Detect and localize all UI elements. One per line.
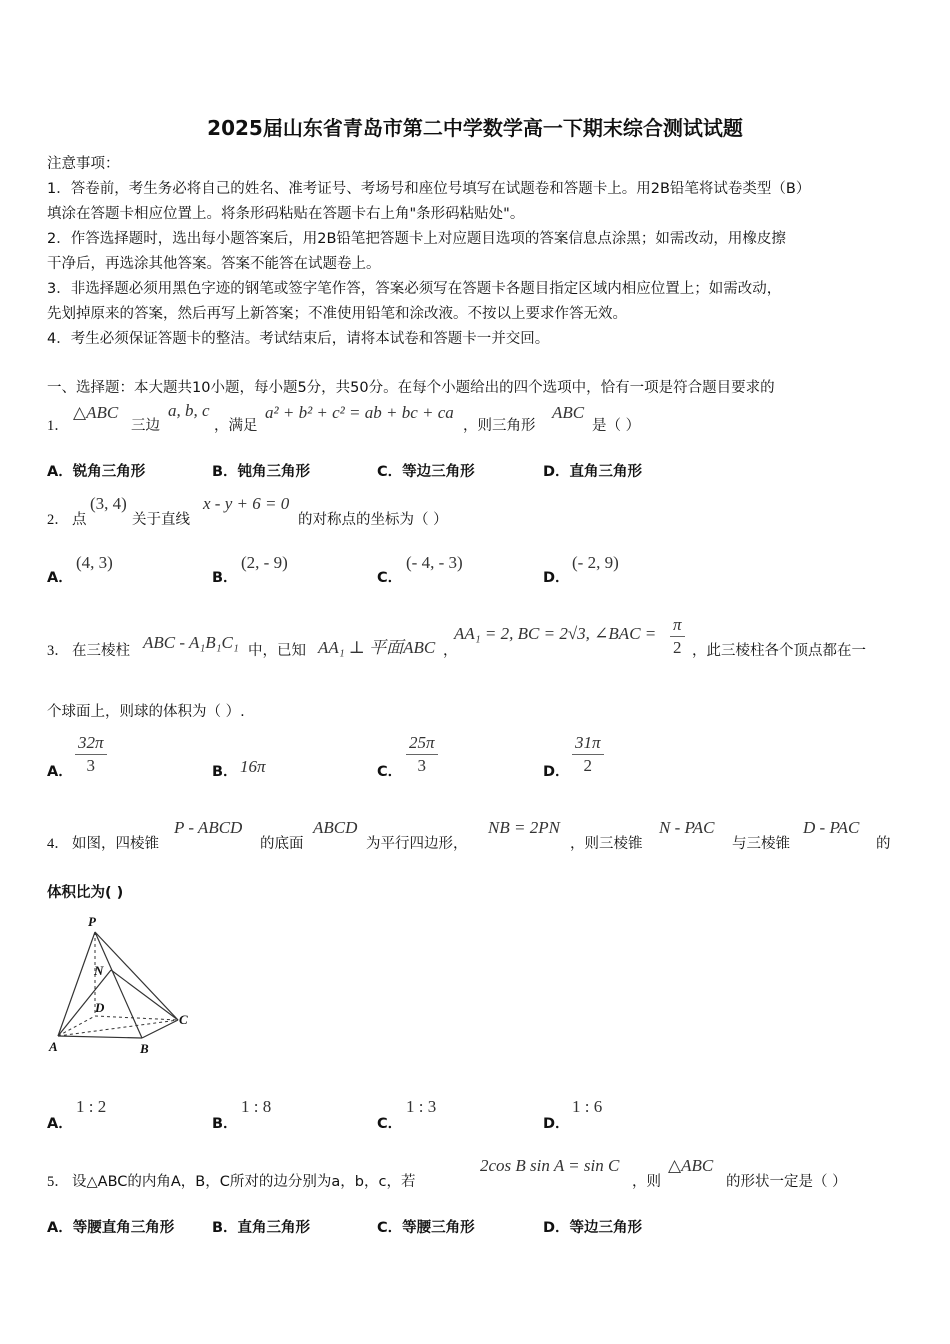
q5-number: 5． bbox=[47, 1174, 69, 1190]
label-d: D bbox=[95, 1000, 105, 1015]
notice-line: 1．答卷前，考生务必将自己的姓名、准考证号、考场号和座位号填写在试题卷和答题卡上。用2B铅笔将试卷类型（B） bbox=[47, 181, 811, 197]
q3-option-b[interactable]: 16π bbox=[240, 757, 266, 776]
q4-math: ABCD bbox=[313, 818, 358, 837]
q3-math: AA₁ = 2, BC = 2√3, ∠BAC = bbox=[454, 624, 657, 643]
q2-text: 的对称点的坐标为（ ） bbox=[298, 512, 448, 528]
edge-pa bbox=[58, 932, 95, 1036]
q1-option-b[interactable]: B．钝角三角形 bbox=[212, 464, 311, 480]
q4-option-d[interactable]: 1 : 6 bbox=[572, 1097, 603, 1116]
q4-math: D - PAC bbox=[803, 818, 860, 837]
label-a: A bbox=[49, 1039, 58, 1054]
q2-math: (3, 4) bbox=[90, 494, 127, 513]
q2-option-d-label[interactable]: D． bbox=[543, 570, 570, 586]
q1-option-d[interactable]: D．直角三角形 bbox=[543, 464, 643, 480]
q4-text: 的 bbox=[876, 836, 891, 852]
q4-math: NB = 2PN bbox=[488, 818, 560, 837]
numerator: 31π bbox=[572, 733, 604, 755]
q5-option-b[interactable]: B．直角三角形 bbox=[212, 1220, 311, 1236]
q2-option-c[interactable]: (- 4, - 3) bbox=[406, 553, 463, 572]
pyramid-figure bbox=[45, 912, 200, 1057]
q3-option-c-label[interactable]: C． bbox=[377, 764, 403, 780]
q1-text: 三边 bbox=[131, 418, 160, 434]
q3-option-d-label[interactable]: D． bbox=[543, 764, 570, 780]
q3-text: ， bbox=[443, 643, 458, 659]
denominator: 2 bbox=[583, 756, 593, 775]
q3-option-a-label[interactable]: A． bbox=[47, 764, 73, 780]
q2-math: x - y + 6 = 0 bbox=[203, 494, 290, 513]
q1-number: 1． bbox=[47, 418, 69, 434]
q5-option-c[interactable]: C．等腰三角形 bbox=[377, 1220, 475, 1236]
q3-option-c[interactable] bbox=[406, 733, 438, 776]
q4-option-b[interactable]: 1 : 8 bbox=[241, 1097, 272, 1116]
q3-fraction bbox=[670, 615, 685, 658]
notice-line: 干净后，再选涂其他答案。答案不能答在试题卷上。 bbox=[47, 256, 381, 272]
q2-option-a[interactable]: (4, 3) bbox=[76, 553, 113, 572]
q1-text: ，满足 bbox=[214, 418, 258, 434]
notice-line: 填涂在答题卡相应位置上。将条形码粘贴在答题卡右上角"条形码粘贴处"。 bbox=[47, 206, 525, 222]
label-b: B bbox=[140, 1041, 149, 1056]
q5-math: △ABC bbox=[668, 1156, 714, 1175]
edge-dc bbox=[95, 1016, 178, 1020]
q1-math: △ABC bbox=[73, 403, 119, 422]
edge-ab bbox=[58, 1036, 142, 1038]
q2-option-a-label[interactable]: A． bbox=[47, 570, 73, 586]
edge-nc bbox=[111, 970, 178, 1020]
q4-number: 4． bbox=[47, 836, 69, 852]
q3-math: AA₁ ⊥ 平面ABC bbox=[318, 638, 436, 657]
q3-number: 3． bbox=[47, 643, 69, 659]
q4-math: N - PAC bbox=[659, 818, 715, 837]
q3-text: 中，已知 bbox=[248, 643, 306, 659]
q5-text: 的形状一定是（ ） bbox=[726, 1174, 847, 1190]
q4-option-a[interactable]: 1 : 2 bbox=[76, 1097, 107, 1116]
q5-text: 设△ABC的内角A，B，C所对的边分别为a，b，c，若 bbox=[72, 1174, 416, 1190]
q1-math: ABC bbox=[552, 403, 585, 422]
q2-option-b[interactable]: (2, - 9) bbox=[241, 553, 288, 572]
notice-line: 4．考生必须保证答题卡的整洁。考试结束后，请将本试卷和答题卡一并交回。 bbox=[47, 331, 550, 347]
q3-text: ，此三棱柱各个顶点都在一 bbox=[692, 643, 866, 659]
q2-option-d[interactable]: (- 2, 9) bbox=[572, 553, 619, 572]
q5-option-a[interactable]: A．等腰直角三角形 bbox=[47, 1220, 175, 1236]
q4-text: 为平行四边形， bbox=[366, 836, 468, 852]
label-p: P bbox=[88, 914, 96, 929]
q3-option-d[interactable] bbox=[572, 733, 604, 776]
q4-text: 的底面 bbox=[260, 836, 304, 852]
q4-text: 体积比为( ) bbox=[47, 885, 124, 901]
notice-line: 3．非选择题必须用黑色字迹的钢笔或签字笔作答，答案必须写在答题卡各题目指定区域内相应位置上；如需改动， bbox=[47, 281, 782, 297]
q3-option-a[interactable] bbox=[75, 733, 107, 776]
q5-text: ，则 bbox=[632, 1174, 661, 1190]
edge-pb bbox=[95, 932, 142, 1038]
q4-option-d-label[interactable]: D． bbox=[543, 1116, 570, 1132]
q4-option-b-label[interactable]: B． bbox=[212, 1116, 238, 1132]
q4-text: 与三棱锥 bbox=[732, 836, 790, 852]
q1-option-c[interactable]: C．等边三角形 bbox=[377, 464, 475, 480]
q4-option-c-label[interactable]: C． bbox=[377, 1116, 403, 1132]
q3-text: 在三棱柱 bbox=[72, 643, 130, 659]
q4-text: 如图，四棱锥 bbox=[72, 836, 159, 852]
label-n: N bbox=[94, 963, 104, 978]
numerator: π bbox=[670, 615, 685, 637]
q2-option-b-label[interactable]: B． bbox=[212, 570, 238, 586]
q4-option-c[interactable]: 1 : 3 bbox=[406, 1097, 437, 1116]
q4-math: P - ABCD bbox=[174, 818, 243, 837]
q2-number: 2． bbox=[47, 512, 69, 528]
q1-text: 是（ ） bbox=[592, 418, 641, 434]
q2-text: 点 bbox=[72, 512, 87, 528]
q5-math: 2cos B sin A = sin C bbox=[480, 1156, 620, 1175]
q2-option-c-label[interactable]: C． bbox=[377, 570, 403, 586]
notice-line: 先划掉原来的答案，然后再写上新答案；不准使用铅笔和涂改液。不按以上要求作答无效。 bbox=[47, 306, 627, 322]
q5-option-d[interactable]: D．等边三角形 bbox=[543, 1220, 643, 1236]
q1-math: a, b, c bbox=[168, 401, 210, 420]
q1-option-a[interactable]: A．锐角三角形 bbox=[47, 464, 146, 480]
q1-text: ，则三角形 bbox=[463, 418, 536, 434]
section-heading: 一、选择题：本大题共10小题，每小题5分，共50分。在每个小题给出的四个选项中，恰有一项是符合题目要求的 bbox=[47, 380, 775, 396]
denominator: 3 bbox=[86, 756, 96, 775]
numerator: 25π bbox=[406, 733, 438, 755]
edge-ac bbox=[58, 1020, 178, 1036]
denominator: 3 bbox=[417, 756, 427, 775]
numerator: 32π bbox=[75, 733, 107, 755]
q3-text: 个球面上，则球的体积为（ ）. bbox=[47, 704, 245, 720]
notice-heading: 注意事项： bbox=[47, 156, 120, 172]
q3-math: ABC - A₁B₁C₁ bbox=[143, 633, 239, 652]
notice-line: 2．作答选择题时，选出每小题答案后，用2B铅笔把答题卡上对应题目选项的答案信息点涂黑；如需改动，用橡皮擦 bbox=[47, 231, 786, 247]
q4-text: ，则三棱锥 bbox=[570, 836, 643, 852]
q4-option-a-label[interactable]: A． bbox=[47, 1116, 73, 1132]
denominator: 2 bbox=[673, 638, 682, 657]
label-c: C bbox=[179, 1012, 188, 1027]
page-title: 2025届山东省青岛市第二中学数学高一下期末综合测试试题 bbox=[207, 116, 743, 140]
edge-pc bbox=[95, 932, 178, 1020]
q3-option-b-label[interactable]: B． bbox=[212, 764, 238, 780]
q1-math: a² + b² + c² = ab + bc + ca bbox=[265, 403, 454, 422]
q2-text: 关于直线 bbox=[132, 512, 190, 528]
